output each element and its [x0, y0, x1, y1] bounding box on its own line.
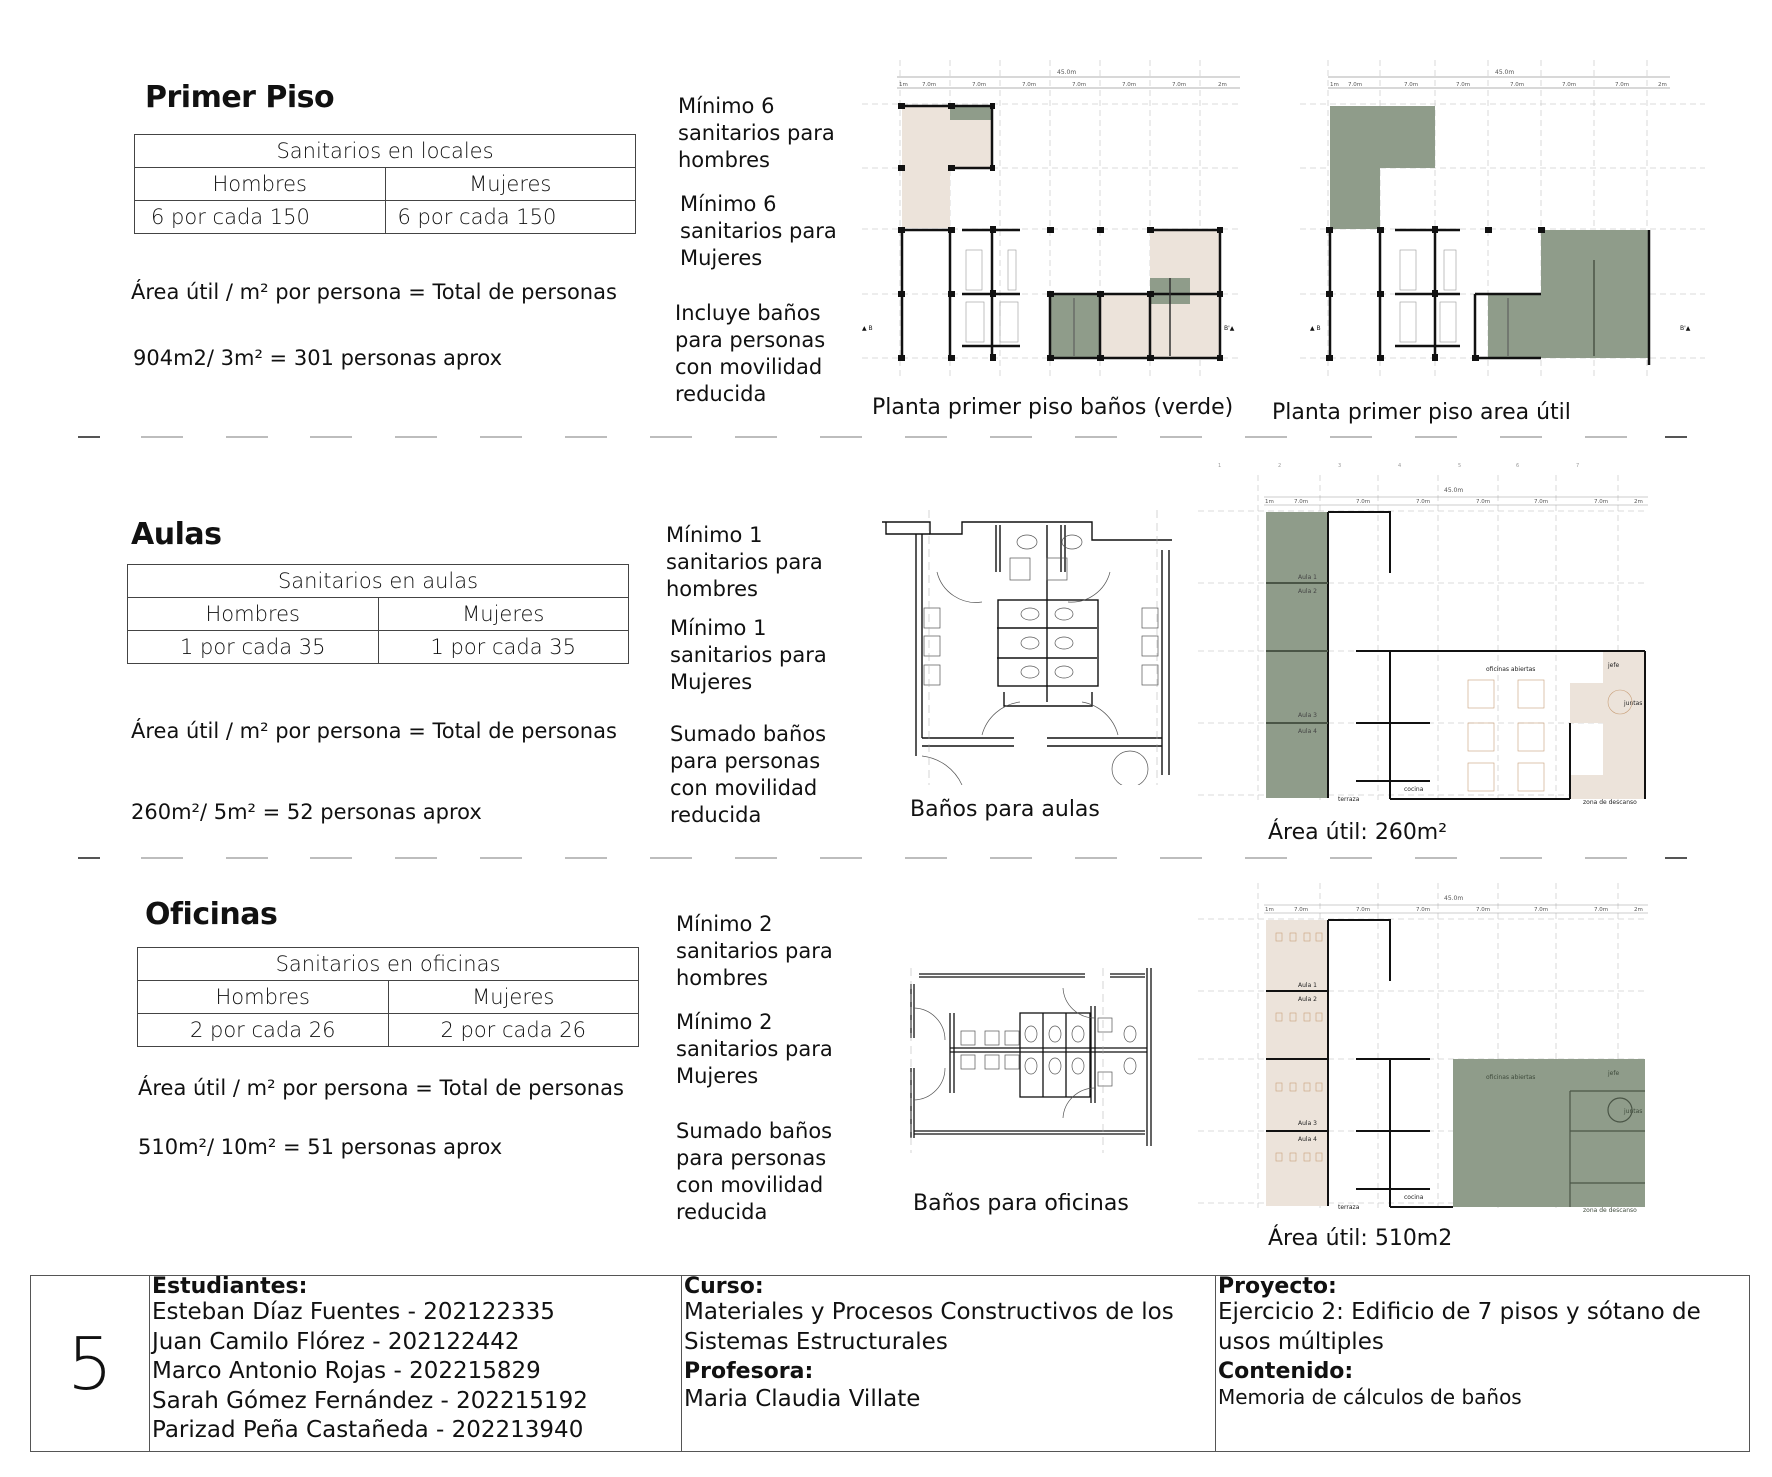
svg-text:2m: 2m [1218, 82, 1227, 88]
svg-text:7.0m: 7.0m [1416, 907, 1431, 913]
content-description: Memoria de cálculos de baños [1218, 1385, 1522, 1409]
section-divider [735, 436, 777, 438]
svg-text:juntas: juntas [1624, 1108, 1643, 1115]
svg-text:1: 1 [1218, 463, 1222, 469]
section-divider [141, 857, 183, 859]
svg-text:5: 5 [1458, 463, 1462, 469]
svg-text:45.0m: 45.0m [1444, 895, 1464, 902]
value-mujeres: 6 por cada 150 [385, 201, 636, 234]
svg-text:7.0m: 7.0m [1294, 499, 1309, 505]
students-column [150, 1276, 682, 1451]
section-divider [650, 857, 692, 859]
section-divider [480, 857, 522, 859]
svg-text:7.0m: 7.0m [1022, 82, 1037, 88]
table-header: Sanitarios en oficinas [138, 948, 639, 981]
svg-text:4: 4 [1398, 463, 1402, 469]
section-divider [1665, 857, 1687, 859]
column-hombres: Hombres [138, 981, 389, 1014]
svg-text:7.0m: 7.0m [1416, 499, 1431, 505]
bathroom-detail-oficinas [905, 968, 1165, 1153]
column-hombres: Hombres [135, 168, 386, 201]
value-hombres: 6 por cada 150 [135, 201, 386, 234]
section-divider [310, 436, 352, 438]
student-name: Esteban Díaz Fuentes - 202122335 [152, 1299, 555, 1325]
svg-text:Aula 2: Aula 2 [1298, 996, 1317, 1003]
room-label-aula-3: Aula 3 [1298, 712, 1317, 719]
svg-text:cocina: cocina [1404, 1194, 1424, 1201]
formula-text: Área útil / m² por persona = Total de personas [131, 719, 617, 743]
calculation-text: 510m²/ 10m² = 51 personas aprox [138, 1135, 503, 1159]
svg-text:▲ B: ▲ B [862, 325, 873, 332]
bathroom-detail-aulas [882, 510, 1172, 785]
room-label-terraza: terraza [1338, 796, 1360, 803]
svg-text:B'▲: B'▲ [1680, 325, 1691, 332]
note-movilidad: Sumado baños para personas con movilidad reducida [676, 1119, 833, 1224]
note-movilidad: Sumado baños para personas con movilidad reducida [670, 722, 827, 827]
room-label-aula-1: Aula 1 [1298, 574, 1317, 581]
svg-text:terraza: terraza [1338, 1204, 1360, 1211]
table-header: Sanitarios en locales [135, 135, 636, 168]
svg-text:7.0m: 7.0m [972, 82, 987, 88]
svg-text:Aula 4: Aula 4 [1298, 1136, 1317, 1143]
svg-text:7.0m: 7.0m [1122, 82, 1137, 88]
section-divider [226, 857, 268, 859]
section-divider [1160, 857, 1202, 859]
svg-text:1m: 1m [1330, 82, 1339, 88]
svg-text:45.0m: 45.0m [1495, 69, 1515, 76]
section-divider [820, 436, 862, 438]
svg-text:3: 3 [1338, 463, 1342, 469]
course-name: Materiales y Procesos Constructivos de los Sistemas Estructurales [684, 1299, 1174, 1355]
section-divider [395, 436, 437, 438]
svg-text:2m: 2m [1634, 907, 1643, 913]
svg-text:7.0m: 7.0m [1534, 499, 1549, 505]
svg-text:2m: 2m [1658, 82, 1667, 88]
requirements-table-oficinas [137, 947, 639, 1047]
content-label: Contenido: [1218, 1359, 1354, 1384]
section-divider [565, 857, 607, 859]
requirements-table-locales [134, 134, 636, 234]
section-divider [905, 436, 947, 438]
course-label: Curso: [684, 1274, 764, 1299]
column-mujeres: Mujeres [378, 598, 629, 631]
svg-text:6: 6 [1516, 463, 1520, 469]
section-divider [1245, 857, 1287, 859]
section-divider [1500, 857, 1542, 859]
column-mujeres: Mujeres [388, 981, 639, 1014]
svg-text:2: 2 [1278, 463, 1282, 469]
note-min-mujeres: Mínimo 1 sanitarios para Mujeres [670, 616, 827, 694]
svg-text:7.0m: 7.0m [1072, 82, 1087, 88]
svg-text:7.0m: 7.0m [1562, 82, 1577, 88]
course-column [682, 1276, 1216, 1451]
section-divider [480, 436, 522, 438]
sheet-number: 5 [31, 1276, 150, 1451]
svg-text:7.0m: 7.0m [1594, 499, 1609, 505]
table-header: Sanitarios en aulas [128, 565, 629, 598]
column-mujeres: Mujeres [385, 168, 636, 201]
section-divider [1415, 857, 1457, 859]
room-label-juntas: juntas [1624, 700, 1643, 707]
section-divider [78, 857, 100, 859]
section-title-primer-piso: Primer Piso [145, 80, 335, 115]
project-column [1216, 1276, 1749, 1451]
svg-text:2m: 2m [1634, 499, 1643, 505]
svg-text:7.0m: 7.0m [1476, 499, 1491, 505]
svg-text:7.0m: 7.0m [1172, 82, 1187, 88]
room-label-oficinas: oficinas abiertas [1486, 666, 1536, 673]
section-divider [650, 436, 692, 438]
svg-text:7: 7 [1576, 463, 1580, 469]
formula-text: Área útil / m² por persona = Total de personas [138, 1076, 624, 1100]
svg-text:7.0m: 7.0m [1594, 907, 1609, 913]
section-divider [1500, 436, 1542, 438]
section-divider [310, 857, 352, 859]
section-divider [395, 857, 437, 859]
section-divider [735, 857, 777, 859]
svg-text:jefe: jefe [1608, 1070, 1620, 1077]
value-mujeres: 1 por cada 35 [378, 631, 629, 664]
room-label-jefe: jefe [1608, 662, 1620, 669]
room-label-aula-4: Aula 4 [1298, 728, 1317, 735]
note-min-hombres: Mínimo 2 sanitarios para hombres [676, 912, 833, 990]
section-divider [1075, 857, 1117, 859]
svg-text:Aula 1: Aula 1 [1298, 982, 1317, 989]
svg-text:Aula 3: Aula 3 [1298, 1120, 1317, 1127]
svg-text:7.0m: 7.0m [1404, 82, 1419, 88]
svg-text:7.0m: 7.0m [1476, 907, 1491, 913]
student-name: Juan Camilo Flórez - 202122442 [152, 1328, 520, 1355]
floor-plan-usable-area [1300, 60, 1705, 385]
room-label-cocina: cocina [1404, 786, 1424, 793]
room-label-aula-2: Aula 2 [1298, 588, 1317, 595]
section-divider [565, 436, 607, 438]
svg-text:7.0m: 7.0m [1356, 499, 1371, 505]
section-divider [1585, 857, 1627, 859]
svg-text:7.0m: 7.0m [1294, 907, 1309, 913]
area-caption-oficinas: Área útil: 510m2 [1268, 1226, 1453, 1251]
section-divider [990, 857, 1032, 859]
svg-text:7.0m: 7.0m [1356, 907, 1371, 913]
room-label-descanso: zona de descanso [1583, 799, 1637, 806]
dim-total-width: 45.0m [1444, 487, 1464, 494]
value-hombres: 2 por cada 26 [138, 1014, 389, 1047]
section-divider [141, 436, 183, 438]
svg-text:7.0m: 7.0m [1348, 82, 1363, 88]
section-divider [905, 857, 947, 859]
section-divider [820, 857, 862, 859]
project-name: Ejercicio 2: Edificio de 7 pisos y sótano de usos múltiples [1218, 1299, 1701, 1355]
formula-text: Área útil / m² por persona = Total de personas [131, 280, 617, 304]
area-caption-aulas: Área útil: 260m² [1268, 820, 1448, 845]
section-divider [1415, 436, 1457, 438]
floor-plan-aulas [1198, 455, 1648, 807]
svg-text:7.0m: 7.0m [1510, 82, 1525, 88]
section-divider [1330, 857, 1372, 859]
note-movilidad: Incluye baños para personas con movilidad reducida [675, 301, 826, 406]
value-mujeres: 2 por cada 26 [388, 1014, 639, 1047]
svg-text:▲ B: ▲ B [1310, 325, 1321, 332]
plan-caption-usable-area: Planta primer piso area útil [1272, 400, 1571, 425]
section-divider [1075, 436, 1117, 438]
note-min-hombres: Mínimo 6 sanitarios para hombres [678, 94, 835, 172]
section-divider [1160, 436, 1202, 438]
svg-text:7.0m: 7.0m [922, 82, 937, 88]
calculation-text: 904m2/ 3m² = 301 personas aprox [133, 346, 503, 370]
title-block [30, 1275, 1750, 1452]
svg-text:7.0m: 7.0m [1456, 82, 1471, 88]
requirements-table-aulas [127, 564, 629, 664]
section-title-oficinas: Oficinas [145, 897, 278, 932]
note-min-mujeres: Mínimo 6 sanitarios para Mujeres [680, 192, 837, 270]
svg-text:oficinas abiertas: oficinas abiertas [1486, 1074, 1536, 1081]
detail-caption-aulas: Baños para aulas [910, 797, 1100, 822]
section-divider [1585, 436, 1627, 438]
value-hombres: 1 por cada 35 [128, 631, 379, 664]
floor-plan-bathrooms-green [862, 60, 1242, 385]
detail-caption-oficinas: Baños para oficinas [913, 1191, 1129, 1216]
svg-text:1m: 1m [899, 82, 908, 88]
section-title-aulas: Aulas [131, 517, 222, 552]
floor-plan-oficinas [1198, 863, 1648, 1215]
student-name: Sarah Gómez Fernández - 202215192 [152, 1387, 588, 1414]
svg-text:zona de descanso: zona de descanso [1583, 1207, 1637, 1214]
student-name: Parizad Peña Castañeda - 202213940 [152, 1417, 584, 1443]
svg-text:B'▲: B'▲ [1224, 325, 1235, 332]
section-divider [990, 436, 1032, 438]
svg-text:45.0m: 45.0m [1057, 69, 1077, 76]
section-divider [1245, 436, 1287, 438]
note-min-mujeres: Mínimo 2 sanitarios para Mujeres [676, 1010, 833, 1088]
plan-caption-bathrooms: Planta primer piso baños (verde) [872, 395, 1234, 420]
column-hombres: Hombres [128, 598, 379, 631]
project-label: Proyecto: [1218, 1274, 1337, 1299]
note-min-hombres: Mínimo 1 sanitarios para hombres [666, 523, 823, 601]
section-divider [1330, 436, 1372, 438]
professor-label: Profesora: [684, 1359, 814, 1384]
section-divider [1665, 436, 1687, 438]
svg-text:7.0m: 7.0m [1615, 82, 1630, 88]
section-divider [226, 436, 268, 438]
student-name: Marco Antonio Rojas - 202215829 [152, 1358, 541, 1384]
svg-text:1m: 1m [1265, 499, 1274, 505]
svg-text:1m: 1m [1265, 907, 1274, 913]
students-label: Estudiantes: [152, 1274, 308, 1299]
professor-name: Maria Claudia Villate [684, 1386, 921, 1412]
section-divider [78, 436, 100, 438]
svg-text:7.0m: 7.0m [1534, 907, 1549, 913]
calculation-text: 260m²/ 5m² = 52 personas aprox [131, 800, 482, 824]
